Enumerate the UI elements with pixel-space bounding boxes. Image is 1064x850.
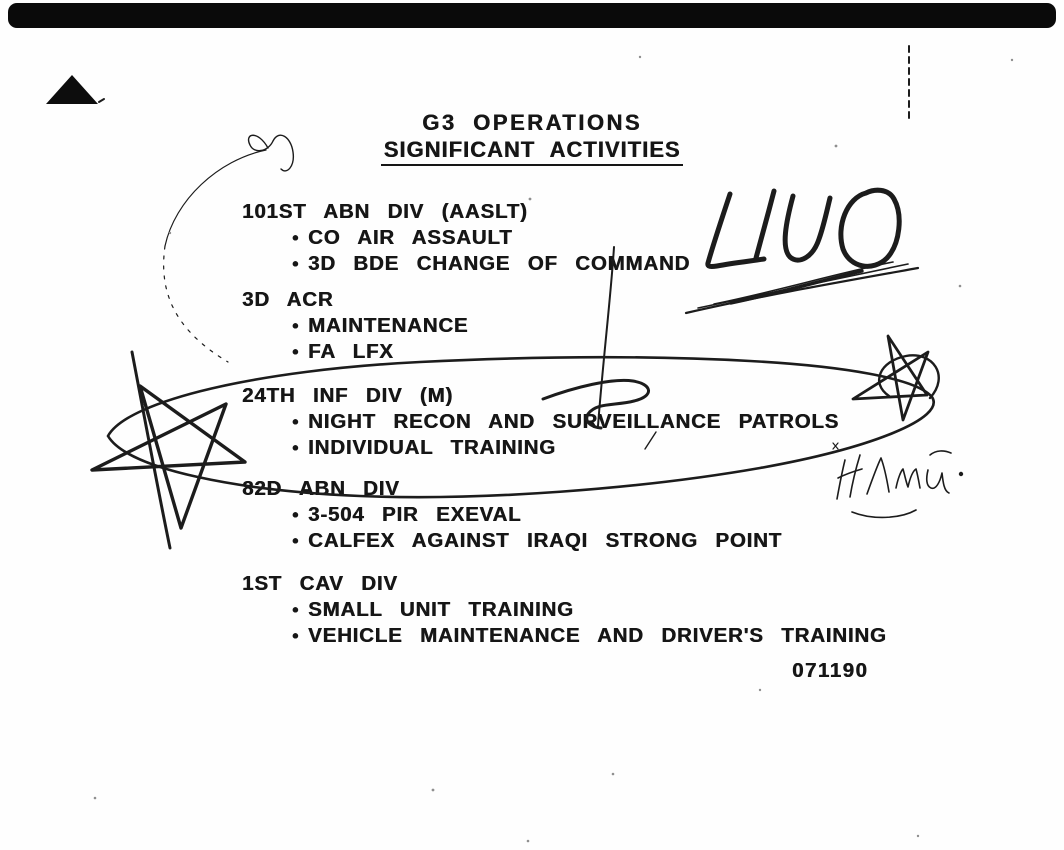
bullet-list [242, 502, 942, 554]
title-line-2: SIGNIFICANT ACTIVITIES [381, 136, 684, 166]
bullet-text: VEHICLE MAINTENANCE AND DRIVER'S TRAINING [308, 624, 887, 647]
bullet-text: CALFEX AGAINST IRAQI STRONG POINT [308, 529, 782, 552]
bullet-row [242, 313, 942, 339]
unit-header: 24TH INF DIV (M) [242, 384, 453, 407]
star-scribble-left [92, 352, 245, 548]
bullet-text: MAINTENANCE [308, 314, 469, 337]
unit-section [242, 383, 942, 461]
bullet-text: INDIVIDUAL TRAINING [308, 436, 556, 459]
bullet-icon: • [292, 531, 300, 551]
unit-section [242, 571, 942, 649]
bullet-icon: • [292, 626, 300, 646]
unit-header: 3D ACR [242, 288, 334, 311]
bullet-list [242, 225, 942, 277]
bullet-text: SMALL UNIT TRAINING [308, 598, 574, 621]
bullet-icon: • [292, 505, 300, 525]
page-title [0, 109, 1064, 166]
bullet-text: 3D BDE CHANGE OF COMMAND [308, 252, 691, 275]
bullet-text: CO AIR ASSAULT [308, 226, 513, 249]
bullet-icon: • [292, 316, 300, 336]
bullet-text: 3-504 PIR EXEVAL [308, 503, 522, 526]
bullet-row [242, 225, 942, 251]
unit-header: 101ST ABN DIV (AASLT) [242, 200, 528, 223]
bullet-text: NIGHT RECON AND SURVEILLANCE PATROLS [308, 410, 840, 433]
unit-header: 82D ABN DIV [242, 477, 400, 500]
bullet-icon: • [292, 342, 300, 362]
bullet-row [242, 597, 942, 623]
title-line-1: G3 OPERATIONS [422, 110, 642, 135]
bullet-row [242, 409, 942, 435]
bullet-row [242, 251, 942, 277]
unit-section [242, 287, 942, 365]
scan-artifact-bar [8, 3, 1056, 28]
bullet-row [242, 528, 942, 554]
unit-section [242, 476, 942, 554]
bullet-list [242, 409, 942, 461]
bullet-text: FA LFX [308, 340, 394, 363]
unit-section [242, 199, 942, 277]
bullet-icon: • [292, 600, 300, 620]
bullet-row [242, 435, 942, 461]
corner-triangle-mark [46, 75, 98, 104]
bullet-icon: • [292, 228, 300, 248]
date-code: 071190 [792, 659, 869, 682]
unit-header: 1ST CAV DIV [242, 572, 398, 595]
bullet-row [242, 502, 942, 528]
bullet-icon: • [292, 412, 300, 432]
bullet-list [242, 313, 942, 365]
bullet-row [242, 339, 942, 365]
bullet-icon: • [292, 254, 300, 274]
triangle-tail-mark [99, 99, 104, 102]
bullet-row [242, 623, 942, 649]
bullet-icon: • [292, 438, 300, 458]
bullet-list [242, 597, 942, 649]
